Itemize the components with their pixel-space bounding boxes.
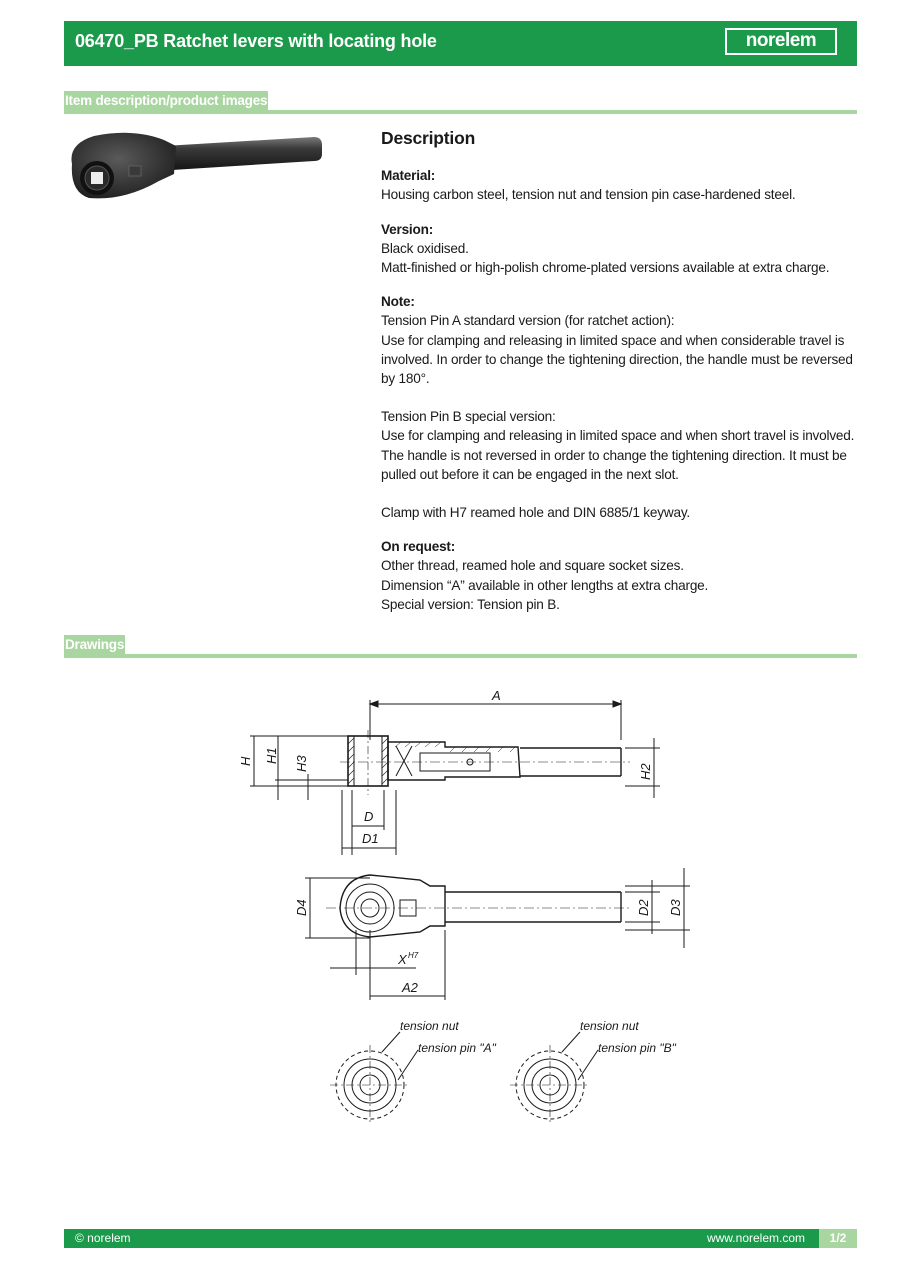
note-b-text: Use for clamping and releasing in limited space and when short travel is involved. The handle is not reversed in order to change the tightening direction. It must be pulled out before it can be engaged in the next slot. (381, 428, 855, 482)
copyright: © norelem (75, 1231, 131, 1245)
material-text: Housing carbon steel, tension nut and tension pin case-hardened steel. (381, 187, 796, 203)
dim-label-H3: H3 (294, 755, 309, 772)
section-divider (64, 654, 857, 658)
page-number: 1/2 (819, 1229, 857, 1248)
label-tension-nut: tension nut (400, 1019, 459, 1033)
dim-label-X: X (398, 952, 407, 967)
product-image (64, 126, 324, 211)
dim-label-D4: D4 (294, 899, 309, 916)
dim-label-H2: H2 (638, 763, 653, 780)
technical-drawing (230, 680, 700, 1140)
section-label-item-description: Item description/product images (64, 91, 268, 111)
website-link[interactable]: www.norelem.com (706, 1231, 805, 1245)
note-a-title: Tension Pin A standard version (for ratchet action): (381, 313, 675, 329)
page-title: 06470_PB Ratchet levers with locating hole (75, 31, 437, 51)
note-label: Note: (381, 294, 415, 310)
version-line: Black oxidised. (381, 240, 469, 256)
header-bar (64, 21, 857, 66)
note-b-title: Tension Pin B special version: (381, 409, 556, 425)
dim-label-D2: D2 (636, 899, 651, 916)
request-label: On request: (381, 539, 456, 555)
label-tension-pin-b: tension pin "B" (598, 1041, 676, 1055)
description-heading: Description (381, 128, 476, 148)
clamp-text: Clamp with H7 reamed hole and DIN 6885/1 keyway. (381, 505, 691, 521)
norelem-logo: norelem (725, 28, 837, 55)
version-line: Matt-finished or high-polish chrome-plated versions available at extra charge. (381, 260, 830, 276)
dim-label-A: A (492, 688, 501, 703)
dim-label-A2: A2 (402, 980, 418, 995)
version-label: Version: (381, 221, 434, 237)
label-tension-nut: tension nut (580, 1019, 639, 1033)
request-line: Special version: Tension pin B. (381, 596, 560, 612)
section-label-drawings: Drawings (64, 635, 125, 655)
dim-label-D: D (364, 809, 374, 824)
dim-label-H: H (238, 756, 253, 766)
note-a-text: Use for clamping and releasing in limited space and when considerable travel is involved. In order to change the tightening direction, the handle must be reversed by 180°. (381, 332, 853, 387)
request-line: Other thread, reamed hole and square socket sizes. (381, 558, 684, 574)
dim-label-H1: H1 (264, 747, 279, 764)
material-label: Material: (381, 168, 436, 184)
dim-label-D3: D3 (668, 899, 683, 916)
label-tension-pin-a: tension pin "A" (418, 1041, 496, 1055)
dim-label-D1: D1 (362, 831, 379, 846)
footer-bar (64, 1229, 857, 1248)
request-line: Dimension “A” available in other lengths at extra charge. (381, 577, 709, 593)
description-block (381, 129, 861, 614)
dim-label-X-sup: H7 (408, 951, 419, 960)
